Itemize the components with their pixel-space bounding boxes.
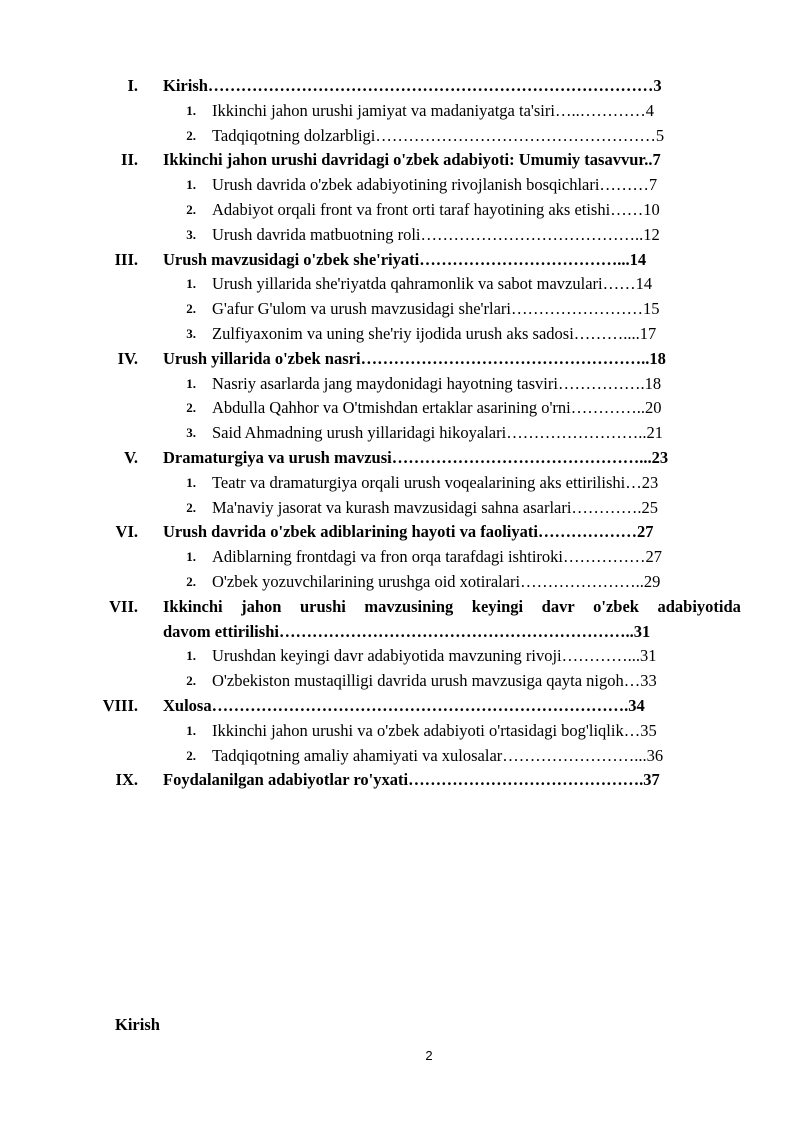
subsection-title: Urush davrida o'zbek adabiyotining rivojlanish bosqichlari………7 — [212, 175, 658, 195]
toc-subsection — [0, 372, 800, 397]
page-number: 2 — [425, 1048, 433, 1063]
subsection-number: 1. — [186, 102, 196, 118]
title-word: keyingi — [471, 596, 524, 616]
title-word: o'zbek — [593, 596, 639, 616]
chapter-title-line2: davom ettirilishi………………………………………………………..31 — [163, 621, 651, 641]
chapter-title: Ikkinchi jahon urushi davridagi o'zbek adabiyoti: Umumiy tasavvur..7 — [163, 150, 661, 170]
chapter-number: IX. — [115, 770, 138, 790]
subsection-number: 2. — [186, 673, 196, 689]
subsection-number: 2. — [186, 400, 196, 416]
subsection-title: Zulfiyaxonim va uning she'riy ijodida urush aks sadosi………....17 — [212, 323, 657, 343]
chapter-number: VII. — [109, 596, 138, 616]
subsection-number: 3. — [186, 425, 196, 441]
toc-subsection — [0, 99, 800, 124]
section-heading: Kirish — [115, 1015, 160, 1034]
toc-subsection — [0, 496, 800, 521]
toc-subsection — [0, 570, 800, 595]
toc-subsection — [0, 644, 800, 669]
chapter-title: Urush davrida o'zbek adiblarining hayoti va faoliyati………………27 — [163, 522, 654, 542]
toc-subsection — [0, 297, 800, 322]
toc-subsection — [0, 322, 800, 347]
toc-chapter-continued — [0, 620, 800, 645]
subsection-title: Ikkinchi jahon urushi jamiyat va madaniyatga ta'siri…..…………4 — [212, 100, 654, 120]
chapter-number: IV. — [117, 348, 138, 368]
toc-subsection — [0, 421, 800, 446]
subsection-number: 2. — [186, 301, 196, 317]
toc-subsection — [0, 223, 800, 248]
subsection-number: 2. — [186, 127, 196, 143]
chapter-number: II. — [121, 150, 138, 170]
toc-subsection — [0, 396, 800, 421]
toc-chapter — [0, 248, 800, 273]
toc-chapter — [0, 520, 800, 545]
toc-subsection — [0, 272, 800, 297]
subsection-number: 2. — [186, 201, 196, 217]
subsection-title: G'afur G'ulom va urush mavzusidagi she'rlari……………………15 — [212, 299, 660, 319]
subsection-title: Ma'naviy jasorat va kurash mavzusidagi sahna asarlari………….25 — [212, 497, 659, 517]
subsection-title: Tadqiqotning dolzarbligi……………………………………………5 — [212, 125, 665, 145]
subsection-number: 1. — [186, 648, 196, 664]
chapter-number: III. — [114, 249, 138, 269]
subsection-number: 2. — [186, 747, 196, 763]
subsection-number: 1. — [186, 375, 196, 391]
subsection-title: Abdulla Qahhor va O'tmishdan ertaklar asarining o'rni…………..20 — [212, 398, 662, 418]
chapter-number: VI. — [115, 522, 138, 542]
subsection-number: 3. — [186, 325, 196, 341]
title-word: mavzusining — [364, 596, 454, 616]
title-word: davr — [541, 596, 575, 616]
chapter-title: Kirish………………………………………………………………………3 — [163, 76, 662, 95]
toc-chapter — [0, 446, 800, 471]
table-of-contents — [0, 74, 800, 793]
subsection-number: 1. — [186, 276, 196, 292]
subsection-number: 3. — [186, 226, 196, 242]
toc-subsection — [0, 744, 800, 769]
toc-subsection — [0, 471, 800, 496]
subsection-number: 1. — [186, 722, 196, 738]
subsection-title: Urush davrida matbuotning roli…………………………………..12 — [212, 224, 660, 244]
subsection-number: 1. — [186, 549, 196, 565]
subsection-number: 2. — [186, 573, 196, 589]
toc-subsection — [0, 545, 800, 570]
subsection-title: O'zbek yozuvchilarining urushga oid xotiralari…………………..29 — [212, 571, 661, 591]
toc-subsection — [0, 124, 800, 149]
toc-subsection — [0, 198, 800, 223]
chapter-number: VIII. — [102, 695, 138, 715]
toc-chapter — [0, 74, 800, 99]
subsection-title: Ikkinchi jahon urushi va o'zbek adabiyoti o'rtasidagi bog'liqlik…35 — [212, 720, 657, 740]
subsection-title: O'zbekiston mustaqilligi davrida urush mavzusiga qayta nigoh…33 — [212, 671, 657, 691]
subsection-title: Teatr va dramaturgiya orqali urush voqealarining aks ettirilishi…23 — [212, 472, 659, 492]
subsection-number: 1. — [186, 474, 196, 490]
subsection-title: Adabiyot orqali front va front orti taraf hayotining aks etishi……10 — [212, 199, 660, 219]
toc-chapter — [0, 768, 800, 793]
subsection-title: Said Ahmadning urush yillaridagi hikoyalari……………………..21 — [212, 423, 663, 443]
chapter-title: Urush mavzusidagi o'zbek she'riyati………………………………...14 — [163, 249, 647, 269]
title-word: Ikkinchi — [163, 596, 223, 616]
title-word: jahon — [241, 596, 282, 616]
toc-subsection — [0, 173, 800, 198]
toc-subsection — [0, 669, 800, 694]
chapter-number: I. — [127, 76, 138, 95]
chapter-title: Xulosa………………………………………………………………….34 — [163, 695, 645, 715]
chapter-title: Foydalanilgan adabiyotlar ro'yxati…………………………………….37 — [163, 770, 660, 790]
toc-subsection — [0, 719, 800, 744]
toc-chapter — [0, 595, 800, 620]
toc-chapter — [0, 148, 800, 173]
toc-chapter — [0, 347, 800, 372]
subsection-title: Urush yillarida she'riyatda qahramonlik va sabot mavzulari……14 — [212, 274, 653, 294]
subsection-title: Urushdan keyingi davr adabiyotida mavzuning rivoji…………...31 — [212, 646, 657, 666]
subsection-number: 2. — [186, 499, 196, 515]
subsection-title: Tadqiqotning amaliy ahamiyati va xulosalar……………………...36 — [212, 745, 664, 765]
title-word: adabiyotida — [657, 596, 741, 616]
toc-chapter — [0, 694, 800, 719]
subsection-title: Nasriy asarlarda jang maydonidagi hayotning tasviri…………….18 — [212, 373, 662, 393]
chapter-title: Dramaturgiya va urush mavzusi………………………………………...23 — [163, 447, 669, 467]
title-word: urushi — [299, 596, 346, 616]
subsection-title: Adiblarning frontdagi va fron orqa tarafdagi ishtiroki……………27 — [212, 547, 662, 567]
chapter-number: V. — [124, 447, 138, 467]
subsection-number: 1. — [186, 177, 196, 193]
chapter-title-line1 — [163, 595, 741, 620]
chapter-title: Urush yillarida o'zbek nasri……………………………………………..18 — [163, 348, 666, 368]
